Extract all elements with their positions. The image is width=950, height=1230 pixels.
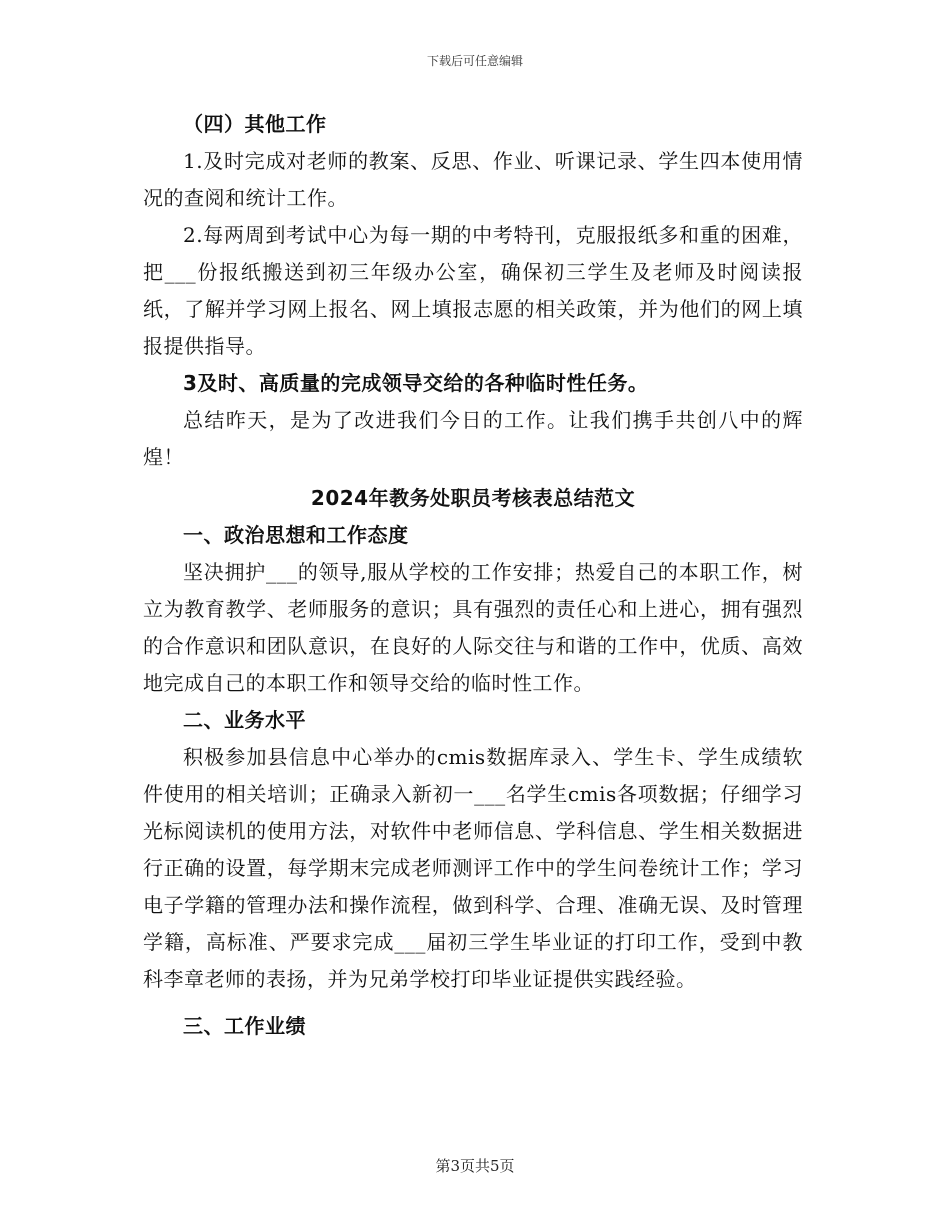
document-title: 2024年教务处职员考核表总结范文 [310,486,636,510]
section-heading-political: 一、政治思想和工作态度 [183,523,409,547]
paragraph-political: 坚决拥护___的领导,服从学校的工作安排；热爱自己的本职工作，树立为教育教学、老师服务的意识；具有强烈的责任心和上进心，拥有强烈的合作意识和团队意识，在良好的人际交往与和谐的工作中，优质、高效地完成自己的本职工作和领导交给的临时性工作。 [143,560,803,695]
paragraph-item-3: 3及时、高质量的完成领导交给的各种临时性任务。 [183,371,649,395]
paragraph-item-2: 2.每两周到考试中心为每一期的中考特刊，克服报纸多和重的困难，把___份报纸搬送到初三年级办公室，确保初三学生及老师及时阅读报纸，了解并学习网上报名、网上填报志愿的相关政策，并为他们的网上填报提供指导。 [143,223,803,358]
page-number: 第3页共5页 [435,1157,515,1175]
section-heading-other-work: （四）其他工作 [183,112,327,136]
page-header: 下载后可任意编辑 [426,54,523,68]
paragraph-item-1: 1.及时完成对老师的教案、反思、作业、听课记录、学生四本使用情况的查阅和统计工作。 [143,149,803,210]
document-body [143,106,803,1045]
section-heading-business: 二、业务水平 [183,708,306,732]
paragraph-closing: 总结昨天，是为了改进我们今日的工作。让我们携手共创八中的辉煌！ [143,408,803,469]
section-heading-achievements: 三、工作业绩 [183,1014,306,1038]
paragraph-business: 积极参加县信息中心举办的cmis数据库录入、学生卡、学生成绩软件使用的相关培训；正确录入新初一___名学生cmis各项数据；仔细学习光标阅读机的使用方法，对软件中老师信息、学科信息、学生相关数据进行正确的设置，每学期末完成老师测评工作中的学生问卷统计工作；学习电子学籍的管理办法和操作流程，做到科学、合理、准确无误、及时管理学籍，高标准、严要求完成___届初三学生毕业证的打印工作，受到中教科李章老师的表扬，并为兄弟学校打印毕业证提供实践经验。 [143,745,803,991]
